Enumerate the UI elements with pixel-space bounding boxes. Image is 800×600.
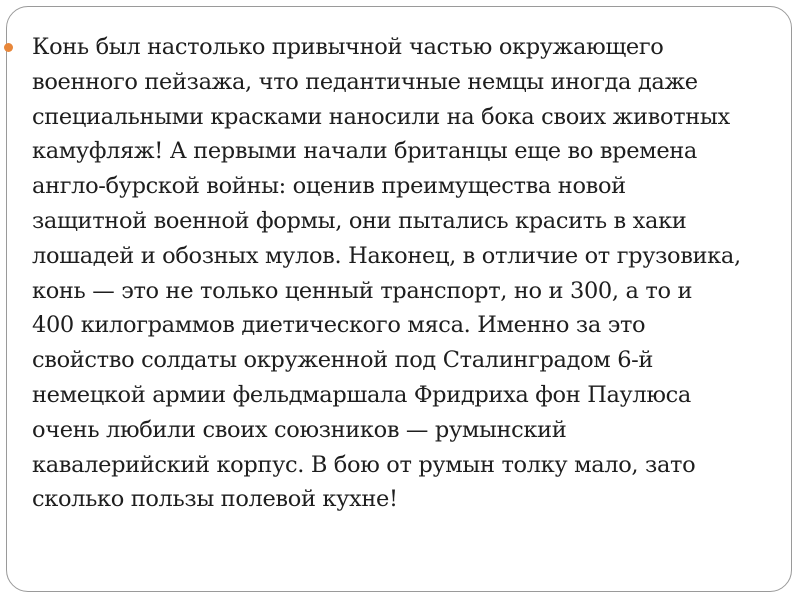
paragraph-line: лошадей и обозных мулов. Наконец, в отличие от грузовика, [32, 242, 741, 269]
bullet-icon [4, 43, 13, 52]
paragraph-line: специальными красками наносили на бока своих животных [32, 103, 730, 130]
paragraph-line: кавалерийский корпус. В бою от румын толку мало, зато [32, 451, 696, 478]
paragraph-line: 400 килограммов диетического мяса. Именно за это [32, 312, 646, 339]
paragraph-line: конь — это не только ценный транспорт, но и 300, а то и [32, 277, 693, 304]
paragraph-line: немецкой армии фельдмаршала Фридриха фон Паулюса [32, 381, 691, 408]
paragraph-line: военного пейзажа, что педантичные немцы иногда даже [32, 68, 698, 95]
paragraph [32, 30, 782, 517]
paragraph-line: камуфляж! А первыми начали британцы еще во времена [32, 138, 697, 165]
paragraph-line: Конь был настолько привычной частью окружающего [32, 34, 664, 60]
paragraph-line: свойство солдаты окруженной под Сталинградом 6-й [32, 347, 654, 374]
paragraph-line: защитной военной формы, они пытались красить в хаки [32, 207, 687, 234]
paragraph-line: англо-бурской войны: оценив преимущества новой [32, 173, 626, 200]
paragraph-line: сколько пользы полевой кухне! [32, 486, 398, 513]
paragraph-line: очень любили своих союзников — румынский [32, 416, 567, 443]
